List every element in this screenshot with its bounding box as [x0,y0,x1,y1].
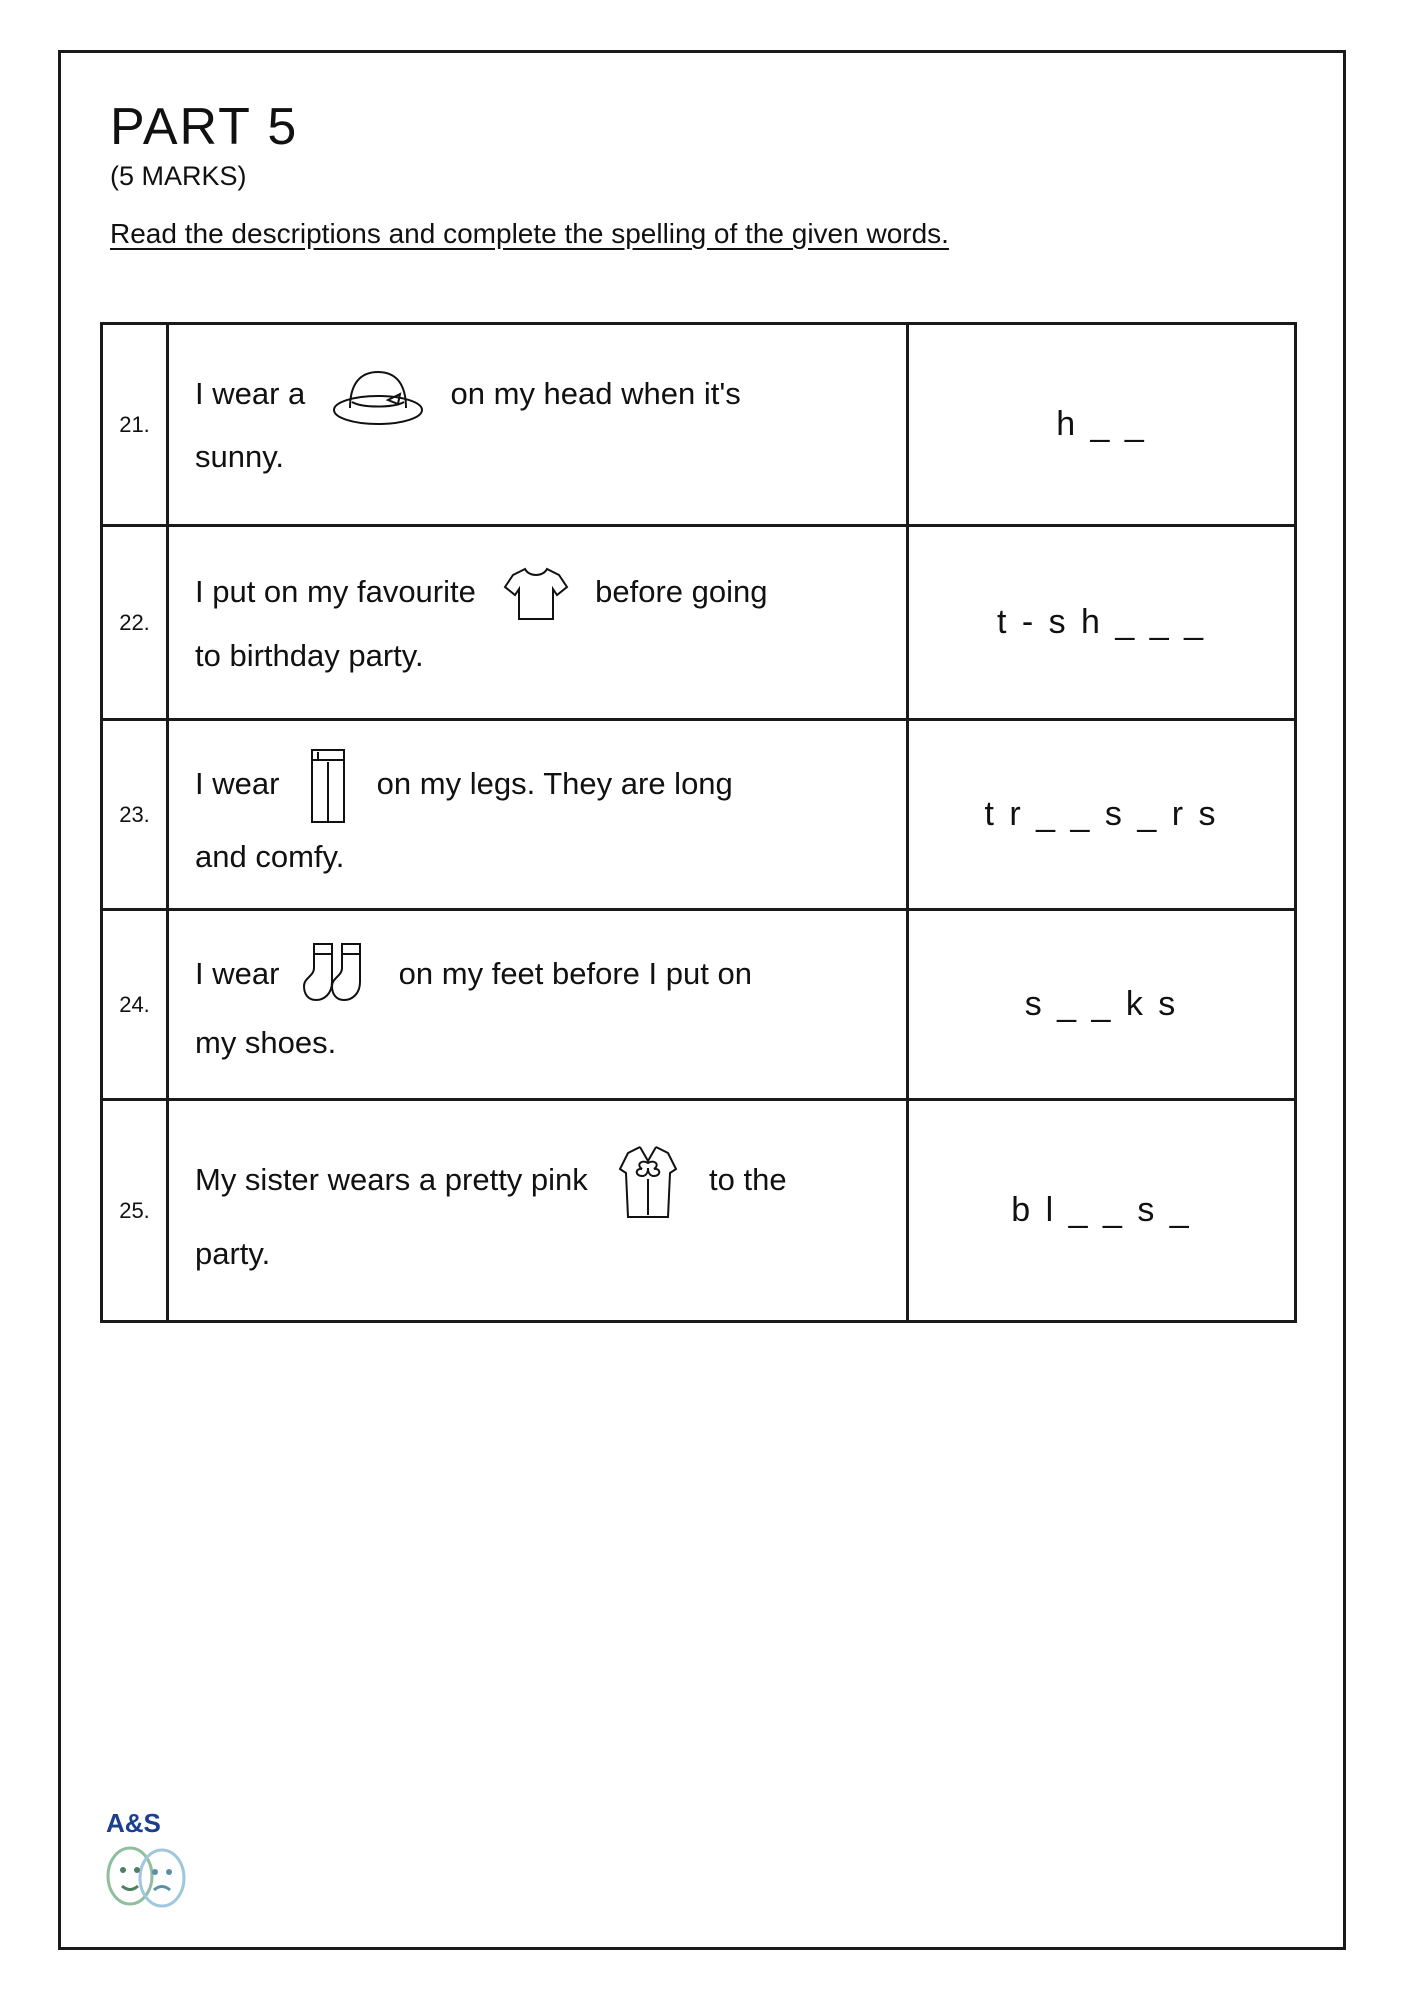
question-line1 [195,744,884,828]
question-line1 [195,561,884,627]
answer-blank[interactable]: t - s h _ _ _ [908,526,1296,720]
question-number: 25. [102,1100,168,1322]
question-text-before: I put on my favourite [195,574,476,610]
table-row [102,910,1296,1100]
question-line2: to birthday party. [195,637,424,673]
question-line2: my shoes. [195,1024,337,1060]
table-row [102,526,1296,720]
blouse-icon [610,1139,686,1225]
sun-hat-icon [328,364,428,428]
question-description [168,910,908,1100]
question-text-before: I wear a [195,376,306,412]
question-text-after: on my feet before I put on [398,956,752,992]
t-shirt-icon [499,561,573,627]
header-block [110,100,1300,250]
marks-label: (5 MARKS) [110,160,247,191]
answer-blank[interactable]: h _ _ [908,324,1296,526]
socks-icon [302,938,376,1014]
question-description [168,324,908,526]
question-text-after: to the [709,1162,787,1198]
table-row [102,1100,1296,1322]
question-description [168,1100,908,1322]
logo-label: A&S [106,1808,161,1838]
table-row [102,720,1296,910]
table-row [102,324,1296,526]
question-text-after: on my legs. They are long [376,766,733,802]
answer-blank[interactable]: t r _ _ s _ r s [908,720,1296,910]
trousers-icon [302,744,354,828]
logo-mask-icon [100,1838,220,1938]
answer-blank[interactable]: s _ _ k s [908,910,1296,1100]
question-line1 [195,364,884,428]
question-text-after: on my head when it's [450,376,741,412]
question-line2: party. [195,1235,271,1271]
question-number: 21. [102,324,168,526]
question-number: 22. [102,526,168,720]
question-text-before: My sister wears a pretty pink [195,1162,588,1198]
question-line2: and comfy. [195,838,345,874]
page-title: PART 5 [110,98,299,156]
answer-blank[interactable]: b l _ _ s _ [908,1100,1296,1322]
question-description [168,720,908,910]
question-text-after: before going [595,574,768,610]
question-text-before: I wear [195,956,280,992]
question-line1 [195,1139,884,1225]
footer-logo [100,1808,220,1922]
instruction-text: Read the descriptions and complete the spelling of the given words. [110,217,949,249]
question-text-before: I wear [195,766,280,802]
question-line1 [195,938,884,1014]
question-description [168,526,908,720]
questions-table [100,322,1297,1323]
question-number: 24. [102,910,168,1100]
question-number: 23. [102,720,168,910]
question-line2: sunny. [195,438,285,474]
